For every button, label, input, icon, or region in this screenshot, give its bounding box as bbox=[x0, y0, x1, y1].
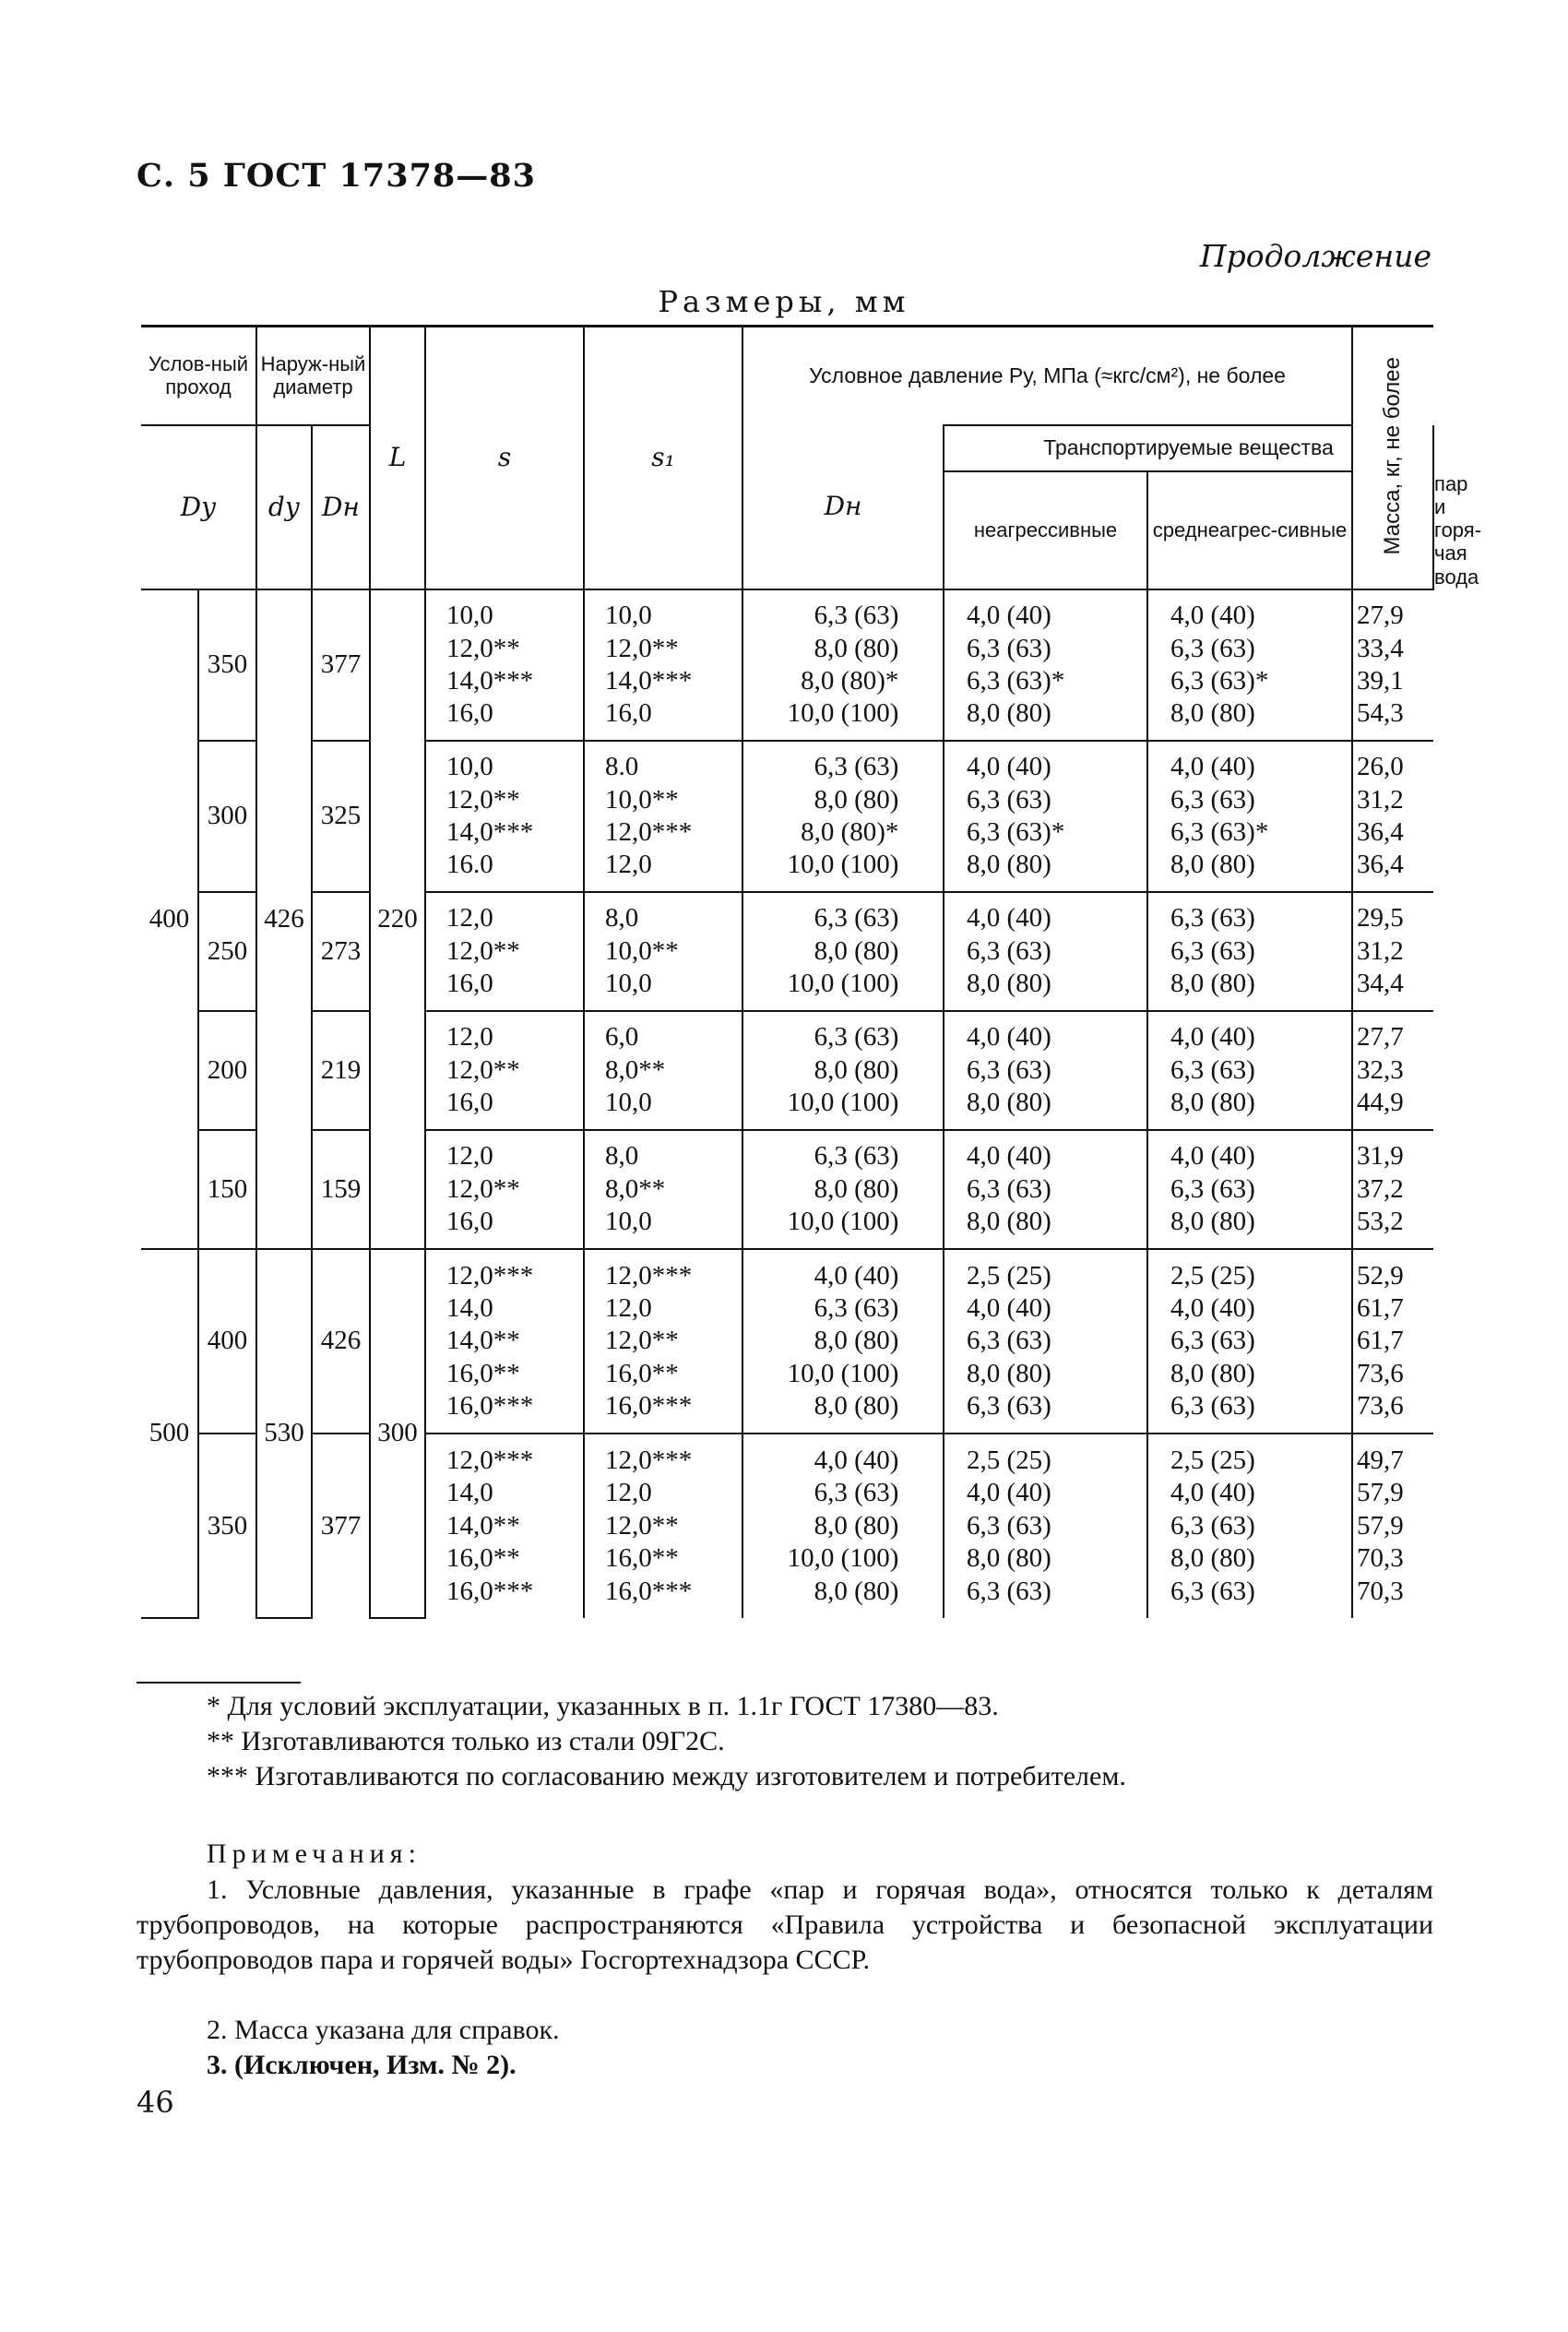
cell-dy: 350 bbox=[198, 589, 256, 741]
cell-value: 8,0 (80) bbox=[967, 1543, 1051, 1574]
cell-p-medium bbox=[944, 892, 1147, 1011]
cell-value: 12,0 bbox=[605, 850, 652, 880]
cell-value: 49,7 bbox=[1357, 1446, 1404, 1476]
cell-s bbox=[425, 892, 584, 1011]
cell-value: 4,0 (40) bbox=[814, 1260, 899, 1291]
cell-value: 8,0** bbox=[605, 1173, 666, 1204]
footnote-3: *** Изготавливаются по согласованию между изготовителем и потребителем. bbox=[207, 1761, 1126, 1791]
cell-value: 16,0 bbox=[605, 698, 652, 729]
header-dy: dу bbox=[267, 491, 301, 522]
cell-value: 8,0 (80) bbox=[814, 1054, 899, 1085]
cell-value: 8,0 (80) bbox=[1170, 1358, 1255, 1388]
cell-p-steam bbox=[1147, 589, 1352, 741]
cell-Dy: 500 bbox=[141, 1249, 198, 1618]
cell-value: 16,0** bbox=[446, 1543, 520, 1574]
cell-s1 bbox=[584, 1130, 742, 1249]
cell-value: 6,3 (63) bbox=[814, 1478, 899, 1508]
cell-s1 bbox=[584, 1249, 742, 1434]
cell-value: 8,0 (80) bbox=[967, 969, 1051, 999]
cell-value: 14,0 bbox=[446, 1478, 493, 1508]
cell-value: 12,0** bbox=[446, 1054, 520, 1085]
cell-s1 bbox=[584, 892, 742, 1011]
cell-s bbox=[425, 741, 584, 892]
cell-value: 2,5 (25) bbox=[1170, 1446, 1255, 1476]
cell-value: 14,0*** bbox=[605, 665, 693, 696]
cell-p-steam bbox=[1147, 741, 1352, 892]
cell-s bbox=[425, 589, 584, 741]
table-row bbox=[141, 1011, 1433, 1130]
cell-value: 16,0 bbox=[446, 698, 493, 729]
cell-value: 27,9 bbox=[1357, 601, 1404, 631]
cell-value: 6,3 (63) bbox=[967, 1391, 1051, 1422]
table-caption: Размеры, мм bbox=[658, 284, 910, 319]
cell-p-medium bbox=[944, 1249, 1147, 1434]
cell-value: 12,0*** bbox=[605, 1446, 693, 1476]
cell-p-nonaggr bbox=[742, 1011, 944, 1130]
cell-p-medium bbox=[944, 1434, 1147, 1618]
cell-value: 8,0 (80) bbox=[1170, 698, 1255, 729]
cell-value: 12,0*** bbox=[605, 1260, 693, 1291]
note-1: 1. Условные давления, указанные в графе «пар и горячая вода», относятся только к деталям трубопроводов, на которые распространяются «Правила устройства и безопасной эксплуатации трубопроводов пара и горячей воды» Госгортехнадзора СССР. bbox=[137, 1874, 1433, 1975]
cell-value: 8,0 (80) bbox=[814, 935, 899, 966]
cell-p-steam bbox=[1147, 1011, 1352, 1130]
cell-value: 16,0*** bbox=[446, 1391, 534, 1422]
cell-p-nonaggr bbox=[742, 892, 944, 1011]
cell-p-steam bbox=[1147, 892, 1352, 1011]
cell-value: 6,3 (63) bbox=[814, 1292, 899, 1323]
cell-value: 6,3 (63) bbox=[1170, 1576, 1255, 1606]
cell-value: 10,0 (100) bbox=[787, 850, 899, 880]
cell-mass bbox=[1352, 1434, 1433, 1618]
cell-value: 14,0 bbox=[446, 1292, 493, 1323]
note-2: 2. Масса указана для справок. bbox=[207, 2015, 560, 2045]
cell-value: 73,6 bbox=[1357, 1358, 1404, 1388]
cell-value: 12,0 bbox=[446, 903, 493, 934]
cell-value: 6,3 (63) bbox=[814, 903, 899, 934]
cell-value: 6,3 (63)* bbox=[967, 665, 1065, 696]
cell-value: 53,2 bbox=[1357, 1207, 1404, 1237]
cell-s1 bbox=[584, 589, 742, 741]
cell-p-steam bbox=[1147, 1249, 1352, 1434]
cell-value: 8,0 (80) bbox=[814, 633, 899, 663]
cell-value: 31,2 bbox=[1357, 784, 1404, 815]
cell-value: 12,0** bbox=[446, 935, 520, 966]
cell-value: 8,0 (80) bbox=[814, 1391, 899, 1422]
cell-value: 4,0 (40) bbox=[814, 1446, 899, 1476]
cell-value: 6,3 (63) bbox=[967, 633, 1051, 663]
header-Dy: Dу bbox=[180, 491, 217, 522]
cell-value: 8.0 bbox=[605, 752, 639, 782]
cell-value: 4,0 (40) bbox=[1170, 752, 1255, 782]
table-row bbox=[141, 1249, 1433, 1434]
cell-L: 300 bbox=[370, 1249, 425, 1618]
cell-value: 31,2 bbox=[1357, 935, 1404, 966]
footnote-2: ** Изготавливаются только из стали 09Г2С. bbox=[207, 1726, 725, 1756]
cell-value: 6,3 (63) bbox=[1170, 1391, 1255, 1422]
cell-value: 12,0*** bbox=[605, 816, 693, 847]
cell-p-medium bbox=[944, 1011, 1147, 1130]
cell-value: 12,0 bbox=[605, 1478, 652, 1508]
cell-value: 6,3 (63) bbox=[814, 601, 899, 631]
header-s1: s₁ bbox=[651, 442, 675, 473]
cell-value: 10,0 bbox=[605, 1088, 652, 1118]
cell-value: 34,4 bbox=[1357, 969, 1404, 999]
cell-mass bbox=[1352, 589, 1433, 741]
cell-value: 8,0 (80) bbox=[967, 1088, 1051, 1118]
cell-value: 4,0 (40) bbox=[1170, 1478, 1255, 1508]
cell-value: 14,0** bbox=[446, 1326, 520, 1356]
cell-value: 8,0 (80) bbox=[814, 784, 899, 815]
header-media-non-aggressive: неагрессивные bbox=[944, 471, 1147, 589]
cell-value: 16.0 bbox=[446, 850, 493, 880]
header-media-medium: среднеагрес-сивные bbox=[1147, 471, 1352, 589]
cell-value: 16,0*** bbox=[605, 1391, 693, 1422]
header-pressure: Условное давление Pу, МПа (≈кгс/см²), не более bbox=[742, 327, 1352, 425]
cell-p-nonaggr bbox=[742, 1130, 944, 1249]
cell-value: 12,0*** bbox=[446, 1260, 534, 1291]
cell-value: 57,9 bbox=[1357, 1478, 1404, 1508]
cell-value: 8,0 (80) bbox=[814, 1173, 899, 1204]
note-3: 3. (Исключен, Изм. № 2). bbox=[207, 2050, 517, 2080]
cell-p-steam bbox=[1147, 1434, 1352, 1618]
cell-value: 6,3 (63) bbox=[1170, 1054, 1255, 1085]
cell-value: 6,3 (63)* bbox=[967, 816, 1065, 847]
cell-value: 16,0*** bbox=[446, 1576, 534, 1606]
cell-value: 6,3 (63) bbox=[1170, 633, 1255, 663]
cell-value: 12,0*** bbox=[446, 1446, 534, 1476]
cell-value: 12,0** bbox=[605, 1326, 679, 1356]
cell-value: 37,2 bbox=[1357, 1173, 1404, 1204]
cell-value: 6,3 (63) bbox=[814, 752, 899, 782]
table-row bbox=[141, 741, 1433, 892]
cell-value: 10,0 (100) bbox=[787, 1207, 899, 1237]
cell-value: 10,0 bbox=[446, 601, 493, 631]
cell-value: 4,0 (40) bbox=[967, 1292, 1051, 1323]
cell-value: 16,0*** bbox=[605, 1576, 693, 1606]
cell-p-medium bbox=[944, 589, 1147, 741]
table-row bbox=[141, 892, 1433, 1011]
cell-mass bbox=[1352, 1249, 1433, 1434]
cell-p-medium bbox=[944, 1130, 1147, 1249]
cell-value: 10,0 bbox=[605, 969, 652, 999]
cell-value: 8,0 (80) bbox=[814, 1510, 899, 1541]
cell-value: 10,0 bbox=[605, 601, 652, 631]
cell-value: 8,0 (80) bbox=[1170, 969, 1255, 999]
cell-dn: 426 bbox=[312, 1249, 370, 1434]
cell-value: 12,0** bbox=[605, 1510, 679, 1541]
cell-value: 26,0 bbox=[1357, 752, 1404, 782]
cell-value: 10,0** bbox=[605, 784, 679, 815]
cell-value: 6,3 (63) bbox=[1170, 784, 1255, 815]
cell-dy: 150 bbox=[198, 1130, 256, 1249]
cell-value: 16,0** bbox=[605, 1543, 679, 1574]
cell-value: 6,3 (63) bbox=[814, 1022, 899, 1053]
cell-s bbox=[425, 1434, 584, 1618]
header-Dn1: Dн bbox=[322, 491, 360, 522]
cell-value: 10,0** bbox=[605, 935, 679, 966]
cell-value: 10,0 (100) bbox=[787, 1358, 899, 1388]
table-row bbox=[141, 1434, 1433, 1618]
cell-value: 61,7 bbox=[1357, 1292, 1404, 1323]
cell-value: 4,0 (40) bbox=[1170, 1292, 1255, 1323]
cell-dy: 350 bbox=[198, 1434, 256, 1618]
cell-value: 4,0 (40) bbox=[967, 1141, 1051, 1172]
cell-s bbox=[425, 1249, 584, 1434]
cell-value: 31,9 bbox=[1357, 1141, 1404, 1172]
cell-value: 2,5 (25) bbox=[1170, 1260, 1255, 1291]
cell-value: 4,0 (40) bbox=[1170, 601, 1255, 631]
cell-value: 36,4 bbox=[1357, 816, 1404, 847]
header-mass: Масса, кг, не более bbox=[1380, 356, 1406, 555]
cell-value: 57,9 bbox=[1357, 1510, 1404, 1541]
header-outer-diameter: Наруж-ный диаметр bbox=[256, 327, 370, 425]
cell-value: 70,3 bbox=[1357, 1543, 1404, 1574]
cell-value: 6,3 (63) bbox=[967, 1173, 1051, 1204]
cell-dy: 250 bbox=[198, 892, 256, 1011]
cell-value: 6,3 (63) bbox=[1170, 935, 1255, 966]
cell-value: 73,6 bbox=[1357, 1391, 1404, 1422]
cell-value: 2,5 (25) bbox=[967, 1260, 1051, 1291]
cell-value: 8,0 bbox=[605, 1141, 639, 1172]
cell-value: 4,0 (40) bbox=[1170, 1022, 1255, 1053]
cell-p-nonaggr bbox=[742, 589, 944, 741]
cell-L: 220 bbox=[370, 589, 425, 1249]
cell-value: 70,3 bbox=[1357, 1576, 1404, 1606]
cell-p-steam bbox=[1147, 1130, 1352, 1249]
cell-value: 12,0** bbox=[446, 1173, 520, 1204]
cell-value: 8,0 bbox=[605, 903, 639, 934]
cell-value: 4,0 (40) bbox=[1170, 1141, 1255, 1172]
cell-dn: 377 bbox=[312, 589, 370, 741]
cell-value: 12,0** bbox=[605, 633, 679, 663]
cell-value: 10,0 (100) bbox=[787, 969, 899, 999]
cell-value: 16,0 bbox=[446, 1088, 493, 1118]
cell-value: 54,3 bbox=[1357, 698, 1404, 729]
cell-dn: 273 bbox=[312, 892, 370, 1011]
cell-value: 14,0*** bbox=[446, 816, 534, 847]
cell-value: 14,0*** bbox=[446, 665, 534, 696]
table-body bbox=[141, 589, 1433, 1618]
cell-value: 8,0 (80) bbox=[1170, 850, 1255, 880]
dimensions-table: Услов-ный проход Наруж-ный диаметр L s s₁ Условное давление Pу, МПа (≈кгс/см²), не более Масса, кг, не более Dу dу Dн Dн Транспортируемые вещества неагрессивные среднеагрес-сивные пар и горя-чая вода 400 350 426 377 220 10,0 12,0** 14,0*** 16,0 10,0 12,0** 14,0*** 16,0 6,3 (63) 8,0 (80) 8,0 (80)* 10,0 (100) 4,0 (40) 6,3 (63) 6,3 (63)* 8,0 (80) 4,0 (40) 6,3 (63) 6,3 (63)* 8,0 (80) 27,9 33,4 39,1 54,3 300 325 10,0 12,0** 14,0*** 16.0 8.0 10,0** 12,0*** 12,0 6,3 (63) 8,0 (80) 8,0 (80)* 10,0 (100) 4,0 (40) 6,3 (63) 6,3 (63)* 8,0 (80) 4,0 (40) 6,3 (63) 6,3 (63)* 8,0 (80) 26,0 31,2 36,4 36,4 250 273 12,0 12,0** 16,0 8,0 10,0** 10,0 6,3 (63) 8,0 (80) 10,0 (100) 4,0 (40) 6,3 (63) 8,0 (80) 6,3 (63) 6,3 (63) 8,0 (80) 29,5 31,2 34,4 200 219 12,0 12,0** 16,0 6,0 8,0** 10,0 6,3 (63) 8,0 (80) 10,0 (100) 4,0 (40) 6,3 (63) 8,0 (80) 4,0 (40) 6,3 (63) 8,0 (80) 27,7 32,3 44,9 150 159 12,0 12,0** 16,0 8,0 8,0** 10,0 6,3 (63) 8,0 (80) 10,0 (100) 4,0 (40) 6,3 (63) 8,0 (80) 4,0 (40) 6,3 (63) 8,0 (80) 31,9 37,2 53,2 500 400 530 426 300 12,0*** 14,0 14,0** 16,0** 16,0*** 12,0*** 12,0 12,0** 16,0** 16,0*** 4,0 (40) 6,3 (63) 8,0 (80) 10,0 (100) 8,0 (80) 2,5 (25) 4,0 (40) 6,3 (63) 8,0 (80) 6,3 (63) 2,5 (25) 4,0 (40) 6,3 (63) 8,0 (80) 6,3 (63) 52,9 61,7 61,7 73,6 73,6 350 377 12,0*** 14,0 14,0** 16,0** 16,0*** 12,0*** 12,0 12,0** 16,0** 16,0*** 4,0 (40) 6,3 (63) 8,0 (80) 10,0 (100) 8,0 (80) 2,5 (25) 4,0 (40) 6,3 (63) 8,0 (80) 6,3 (63) 2,5 (25) 4,0 (40) 6,3 (63) 8,0 (80) 6,3 (63) 49,7 57,9 57,9 70,3 70,3 bbox=[141, 325, 1434, 1619]
cell-value: 32,3 bbox=[1357, 1054, 1404, 1085]
cell-dn: 159 bbox=[312, 1130, 370, 1249]
cell-s bbox=[425, 1130, 584, 1249]
cell-value: 12,0 bbox=[446, 1141, 493, 1172]
cell-value: 12,0** bbox=[446, 784, 520, 815]
cell-value: 8,0 (80) bbox=[967, 1358, 1051, 1388]
cell-value: 12,0 bbox=[446, 1022, 493, 1053]
cell-value: 4,0 (40) bbox=[967, 903, 1051, 934]
cell-value: 12,0** bbox=[446, 633, 520, 663]
cell-value: 8,0 (80) bbox=[1170, 1088, 1255, 1118]
cell-value: 8,0 (80) bbox=[1170, 1207, 1255, 1237]
cell-Dn: 530 bbox=[256, 1249, 312, 1618]
cell-value: 10,0 (100) bbox=[787, 1543, 899, 1574]
cell-value: 8,0 (80) bbox=[814, 1326, 899, 1356]
cell-value: 33,4 bbox=[1357, 633, 1404, 663]
table-row bbox=[141, 589, 1433, 741]
cell-value: 8,0 (80)* bbox=[801, 816, 899, 847]
cell-value: 6,3 (63) bbox=[1170, 1173, 1255, 1204]
cell-p-nonaggr bbox=[742, 741, 944, 892]
cell-dn: 325 bbox=[312, 741, 370, 892]
footnote-rule bbox=[137, 1682, 301, 1684]
cell-value: 8,0 (80)* bbox=[801, 665, 899, 696]
cell-value: 44,9 bbox=[1357, 1088, 1404, 1118]
cell-value: 8,0 (80) bbox=[967, 1207, 1051, 1237]
cell-value: 4,0 (40) bbox=[967, 1022, 1051, 1053]
cell-s1 bbox=[584, 741, 742, 892]
cell-value: 14,0** bbox=[446, 1510, 520, 1541]
header-transported: Транспортируемые вещества bbox=[944, 425, 1433, 471]
notes-title: Примечания: bbox=[207, 1838, 422, 1869]
cell-value: 6,3 (63) bbox=[967, 1510, 1051, 1541]
cell-p-nonaggr bbox=[742, 1434, 944, 1618]
cell-value: 6,3 (63) bbox=[814, 1141, 899, 1172]
cell-Dy: 400 bbox=[141, 589, 198, 1249]
cell-value: 16,0 bbox=[446, 1207, 493, 1237]
cell-s bbox=[425, 1011, 584, 1130]
page-number: 46 bbox=[137, 2085, 174, 2120]
cell-dy: 300 bbox=[198, 741, 256, 892]
cell-value: 16,0** bbox=[446, 1358, 520, 1388]
cell-value: 10,0 (100) bbox=[787, 698, 899, 729]
cell-Dn: 426 bbox=[256, 589, 312, 1249]
cell-value: 6,3 (63) bbox=[1170, 903, 1255, 934]
cell-value: 10,0 (100) bbox=[787, 1088, 899, 1118]
cell-value: 16,0 bbox=[446, 969, 493, 999]
cell-dn: 377 bbox=[312, 1434, 370, 1618]
cell-value: 10,0 bbox=[446, 752, 493, 782]
cell-value: 6,3 (63)* bbox=[1170, 816, 1269, 847]
cell-mass bbox=[1352, 741, 1433, 892]
cell-p-nonaggr bbox=[742, 1249, 944, 1434]
cell-value: 6,3 (63) bbox=[967, 1054, 1051, 1085]
cell-mass bbox=[1352, 1011, 1433, 1130]
header-Dn2: Dн bbox=[824, 491, 862, 522]
cell-value: 6,3 (63) bbox=[967, 1576, 1051, 1606]
cell-value: 4,0 (40) bbox=[967, 1478, 1051, 1508]
cell-value: 4,0 (40) bbox=[967, 752, 1051, 782]
continuation-label: Продолжение bbox=[1199, 238, 1431, 274]
cell-value: 6,3 (63)* bbox=[1170, 665, 1269, 696]
cell-value: 8,0** bbox=[605, 1054, 666, 1085]
cell-value: 29,5 bbox=[1357, 903, 1404, 934]
cell-s1 bbox=[584, 1011, 742, 1130]
cell-value: 2,5 (25) bbox=[967, 1446, 1051, 1476]
cell-value: 52,9 bbox=[1357, 1260, 1404, 1291]
footnote-1: * Для условий эксплуатации, указанных в п. 1.1г ГОСТ 17380—83. bbox=[207, 1691, 999, 1721]
cell-mass bbox=[1352, 892, 1433, 1011]
cell-mass bbox=[1352, 1130, 1433, 1249]
cell-value: 6,3 (63) bbox=[1170, 1510, 1255, 1541]
cell-value: 8,0 (80) bbox=[967, 698, 1051, 729]
header-nominal-bore: Услов-ный проход bbox=[141, 327, 256, 425]
cell-value: 36,4 bbox=[1357, 850, 1404, 880]
cell-value: 6,0 bbox=[605, 1022, 639, 1053]
table-row bbox=[141, 1130, 1433, 1249]
cell-value: 6,3 (63) bbox=[967, 784, 1051, 815]
cell-s1 bbox=[584, 1434, 742, 1618]
cell-dn: 219 bbox=[312, 1011, 370, 1130]
cell-dy: 400 bbox=[198, 1249, 256, 1434]
cell-value: 8,0 (80) bbox=[967, 850, 1051, 880]
document-header: С. 5 ГОСТ 17378—83 bbox=[137, 157, 536, 195]
cell-value: 27,7 bbox=[1357, 1022, 1404, 1053]
cell-value: 6,3 (63) bbox=[1170, 1326, 1255, 1356]
cell-value: 16,0** bbox=[605, 1358, 679, 1388]
cell-value: 10,0 bbox=[605, 1207, 652, 1237]
header-L: L bbox=[388, 442, 407, 473]
cell-value: 12,0 bbox=[605, 1292, 652, 1323]
cell-value: 4,0 (40) bbox=[967, 601, 1051, 631]
cell-value: 8,0 (80) bbox=[814, 1576, 899, 1606]
cell-value: 61,7 bbox=[1357, 1326, 1404, 1356]
cell-value: 6,3 (63) bbox=[967, 1326, 1051, 1356]
header-s: s bbox=[497, 442, 512, 473]
cell-value: 6,3 (63) bbox=[967, 935, 1051, 966]
cell-dy: 200 bbox=[198, 1011, 256, 1130]
cell-value: 8,0 (80) bbox=[1170, 1543, 1255, 1574]
cell-p-medium bbox=[944, 741, 1147, 892]
cell-value: 39,1 bbox=[1357, 665, 1404, 696]
